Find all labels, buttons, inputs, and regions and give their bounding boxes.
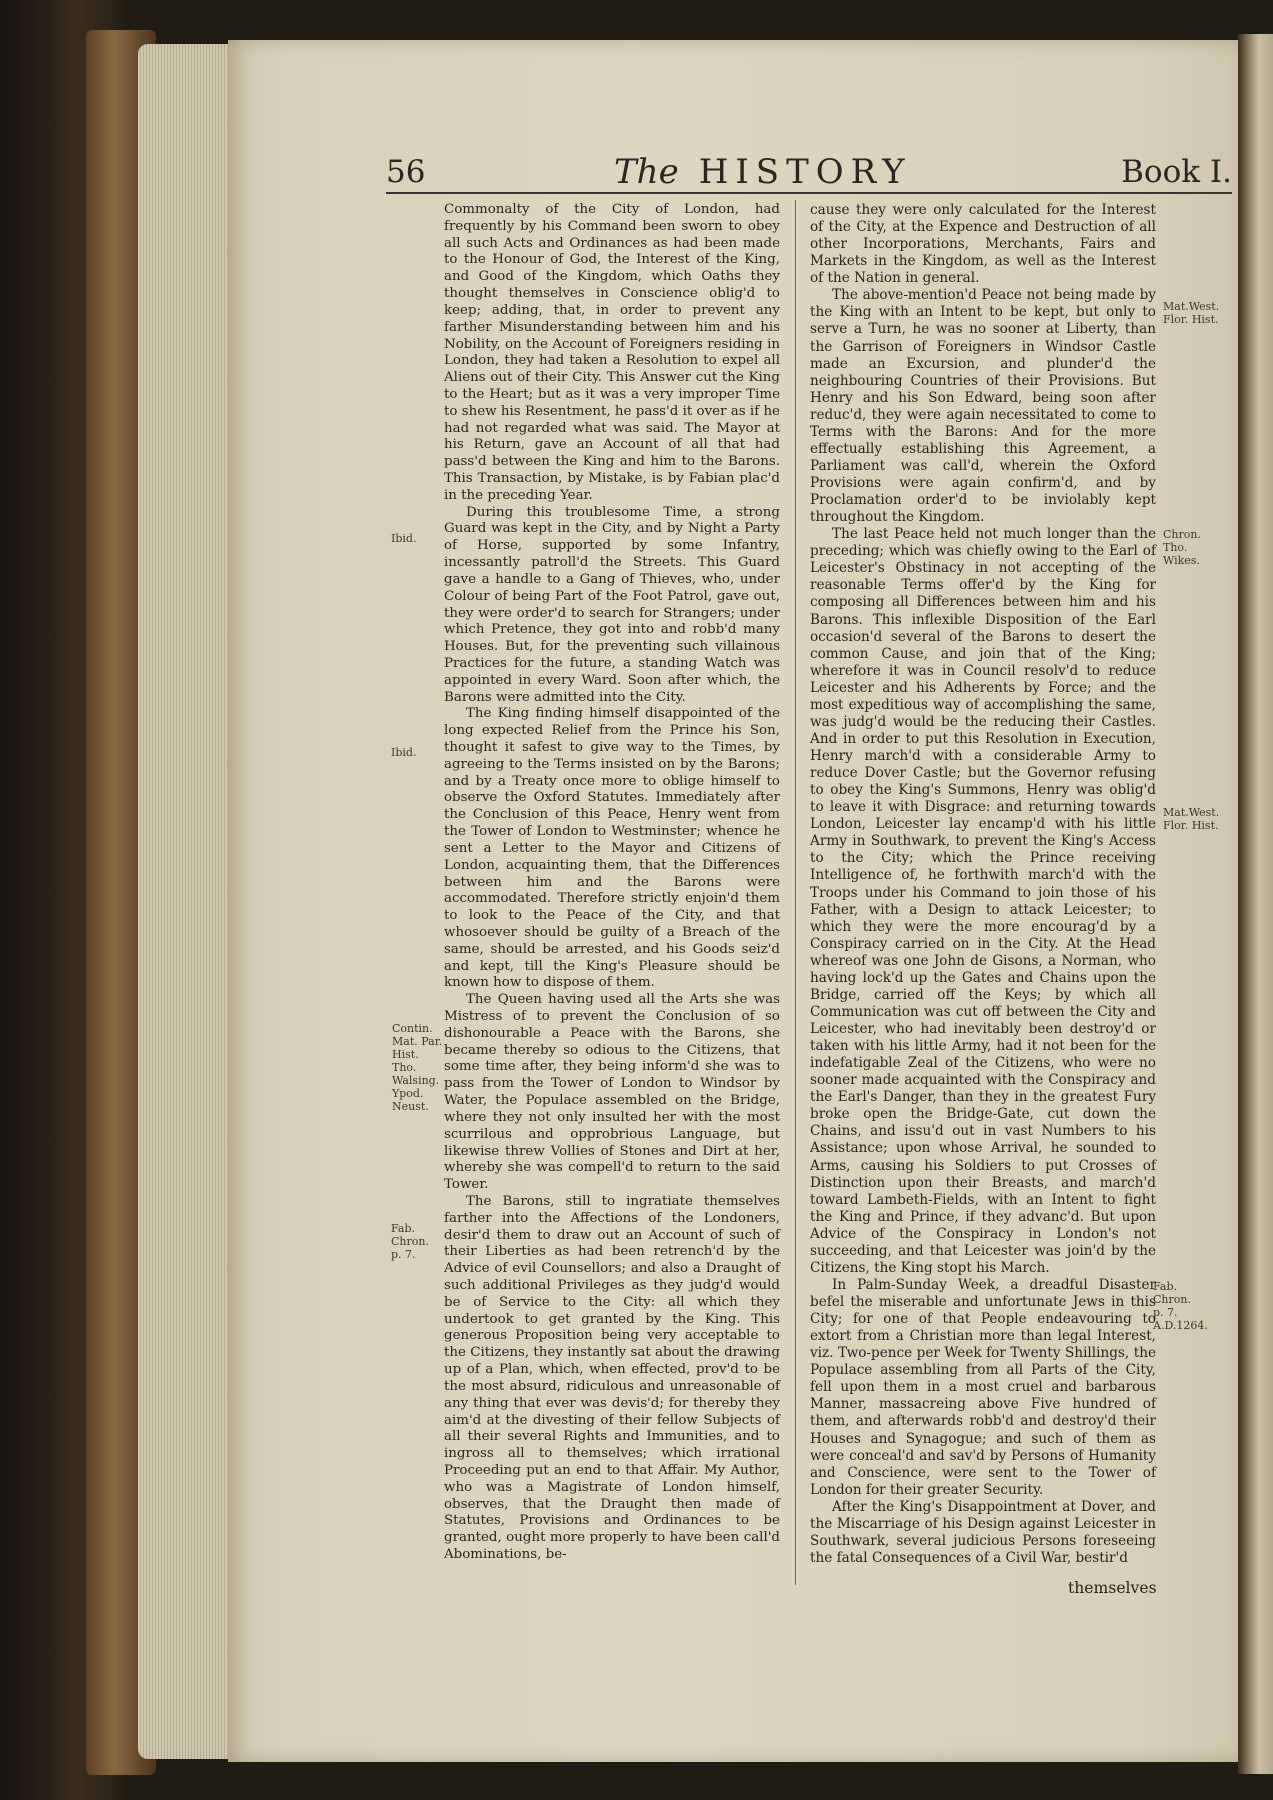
catchword: themselves (1068, 1579, 1157, 1597)
paragraph: Commonalty of the City of London, had frequently by his Command been sworn to obey all such Acts and Ordinances as had been made to the Honour of God, the Interest of the King, and Good of the Kingdom, which Oaths they thought themselves in Conscience oblig'd to keep; adding, that, in order to prevent any farther Misunderstanding between him and his Nobility, on the Account of Foreigners residing in London, they had taken a Resolution to expel all Aliens out of their City. This Answer cut the King to the Heart; but as it was a very improper Time to shew his Resentment, he pass'd it over as if he had not regarded what was said. The Mayor at his Return, gave an Account of all that had pass'd between the King and him to the Barons. This Transaction, by Mistake, is by Fabian plac'd in the preceding Year. (444, 202, 780, 503)
margin-note-fab-right: Fab. Chron. p. 7. A.D.1264. (1153, 1280, 1208, 1332)
page-edges (138, 44, 236, 1759)
right-gutter (1238, 34, 1273, 1774)
paragraph: The Queen having used all the Arts she was Mistress of to prevent the Conclusion of so dishonourable a Peace with the Barons, she became thereby so odious to the Citizens, that some time after, they being inform'd she was to pass from the Tower of London to Windsor by Water, the Populace assembled on the Bridge, where they not only insulted her with the most scurrilous and opprobrious Language, but likewise threw Vollies of Stones and Dirt at her, whereby she was compell'd to return to the said Tower. (444, 992, 780, 1193)
running-title-the: The (614, 152, 679, 192)
left-column (444, 202, 780, 1564)
margin-note-ibid-1: Ibid. (391, 532, 417, 545)
running-title (614, 152, 912, 192)
margin-note-chron-tho: Chron. Tho. Wikes. (1163, 528, 1201, 567)
paragraph: cause they were only calculated for the Interest of the City, at the Expence and Destruction of all other Incorporations, Merchants, Fairs and Markets in the Kingdom, as well as the Interest of the Nation in general. (810, 202, 1156, 287)
header-rule (386, 192, 1232, 194)
margin-note-matwest-2: Mat.West. Flor. Hist. (1163, 806, 1220, 832)
margin-note-fab-left: Fab. Chron. p. 7. (391, 1222, 429, 1261)
margin-note-matwest-1: Mat.West. Flor. Hist. (1163, 300, 1220, 326)
running-header (386, 150, 1232, 196)
margin-note-contin: Contin. Mat. Par. Hist. Tho. Walsing. Ypod. Neust. (392, 1022, 443, 1113)
column-divider (795, 200, 796, 1585)
page-number: 56 (386, 154, 426, 190)
paragraph: The above-mention'd Peace not being made by the King with an Intent to be kept, but only to serve a Turn, he was no sooner at Liberty, than the Garrison of Foreigners in Windsor Castle made an Excursion, and plunder'd the neighbouring Countries of their Provisions. But Henry and his Son Edward, being soon after reduc'd, they were again necessitated to come to Terms with the Barons: And for the more effectually establishing this Agreement, a Parliament was call'd, wherein the Oxford Provisions were again confirm'd, and by Proclamation order'd to be inviolably kept throughout the Kingdom. (810, 287, 1156, 526)
paragraph: In Palm-Sunday Week, a dreadful Disaster befel the miserable and unfortunate Jews in this City; for one of that People endeavouring to extort from a Christian more than legal Interest, viz. Two-pence per Week for Twenty Shillings, the Populace assembling from all Parts of the City, fell upon them in a most cruel and barbarous Manner, massacreing above Five hundred of them, and afterwards robb'd and destroy'd their Houses and Synagogue; and such of them as were conceal'd and sav'd by Persons of Humanity and Conscience, were sent to the Tower of London for their greater Security. (810, 1276, 1156, 1498)
book-label: Book I. (1121, 154, 1232, 190)
running-title-history: HISTORY (698, 152, 912, 192)
right-column (810, 202, 1156, 1567)
paragraph: After the King's Disappointment at Dover, and the Miscarriage of his Design against Leicester in Southwark, several judicious Persons foreseeing the fatal Consequences of a Civil War, bestir'd (810, 1498, 1156, 1566)
margin-note-ibid-2: Ibid. (391, 746, 417, 759)
paragraph: The Barons, still to ingratiate themselves farther into the Affections of the Londoners, desir'd them to draw out an Account of such of their Liberties as had been retrench'd by the Advice of evil Counsellors; and also a Draught of such additional Privileges as they judg'd would be of Service to the City: all which they undertook to get granted by the King. This generous Proposition being very acceptable to the Citizens, they instantly sat about the drawing up of a Plan, which, when effected, prov'd to be the most absurd, ridiculous and unreasonable of any thing that ever was devis'd; for thereby they aim'd at the divesting of their fellow Subjects of all their several Rights and Immunities, and to ingross all to themselves; which irrational Proceeding put an end to that Affair. My Author, who was a Magistrate of London himself, observes, that the Draught then made of Statutes, Provisions and Ordinances to be granted, ought more properly to have been call'd Abominations, be- (444, 1193, 780, 1562)
paragraph: The King finding himself disappointed of the long expected Relief from the Prince his Son, thought it safest to give way to the Times, by agreeing to the Terms insisted on by the Barons; and by a Treaty once more to oblige himself to observe the Oxford Statutes. Immediately after the Conclusion of this Peace, Henry went from the Tower of London to Westminster; whence he sent a Letter to the Mayor and Citizens of London, acquainting them, that the Differences between him and the Barons were accommodated. Therefore strictly enjoin'd them to look to the Peace of the City, and that whosoever should be guilty of a Breach of the same, should be arrested, and his Goods seiz'd and kept, till the King's Pleasure should be known how to dispose of them. (444, 706, 780, 991)
paragraph: The last Peace held not much longer than the preceding; which was chiefly owing to the Earl of Leicester's Obstinacy in not accepting of the reasonable Terms offer'd by the King for composing all Differences between him and his Barons. This inflexible Disposition of the Earl occasion'd several of the Barons to desert the common Cause, and join that of the King; wherefore it was in Council resolv'd to reduce Leicester and his Adherents by Force; and the most expeditious way of accomplishing the same, was judg'd would be the reducing their Castles. And in order to put this Resolution in Execution, Henry march'd with a considerable Army to reduce Dover Castle; but the Governor refusing to obey the King's Summons, Henry was oblig'd to leave it with Disgrace: and returning towards London, Leicester lay encamp'd with his little Army in Southwark, to prevent the King's Access to the City; which the Prince receiving Intelligence of, he forthwith march'd with the Troops under his Command to join those of his Father, with a Design to attack Leicester; to which they were the more encourag'd by a Conspiracy carried on in the City. At the Head whereof was one John de Gisons, a Norman, who having lock'd up the Gates and Chains upon the Bridge, carried off the Keys; by which all Communication was cut off between the City and Leicester, who had inevitably been destroy'd or taken with his little Army, had it not been for the indefatigable Zeal of the Citizens, who were no sooner made acquainted with the Conspiracy and the Earl's Danger, than they in the greatest Fury broke open the Bridge-Gate, cut down the Chains, and issu'd out in vast Numbers to his Assistance; upon whose Arrival, he sounded to Arms, causing his Soldiers to put Crosses of Distinction upon their Breasts, and march'd toward Lambeth-Fields, with an Intent to fight the King and Prince, if they advanc'd. But upon Advice of the Conspiracy in London's not succeeding, and that Leicester was join'd by the Citizens, the King stopt his March. (810, 526, 1156, 1276)
paragraph: During this troublesome Time, a strong Guard was kept in the City, and by Night a Party of Horse, supported by some Infantry, incessantly patroll'd the Streets. This Guard gave a handle to a Gang of Thieves, who, under Colour of being Part of the Foot Patrol, gave out, they were order'd to search for Strangers; under which Pretence, they got into and robb'd many Houses. But, for the preventing such villainous Practices for the future, a standing Watch was appointed in every Ward. Soon after which, the Barons were admitted into the City. (444, 504, 780, 705)
